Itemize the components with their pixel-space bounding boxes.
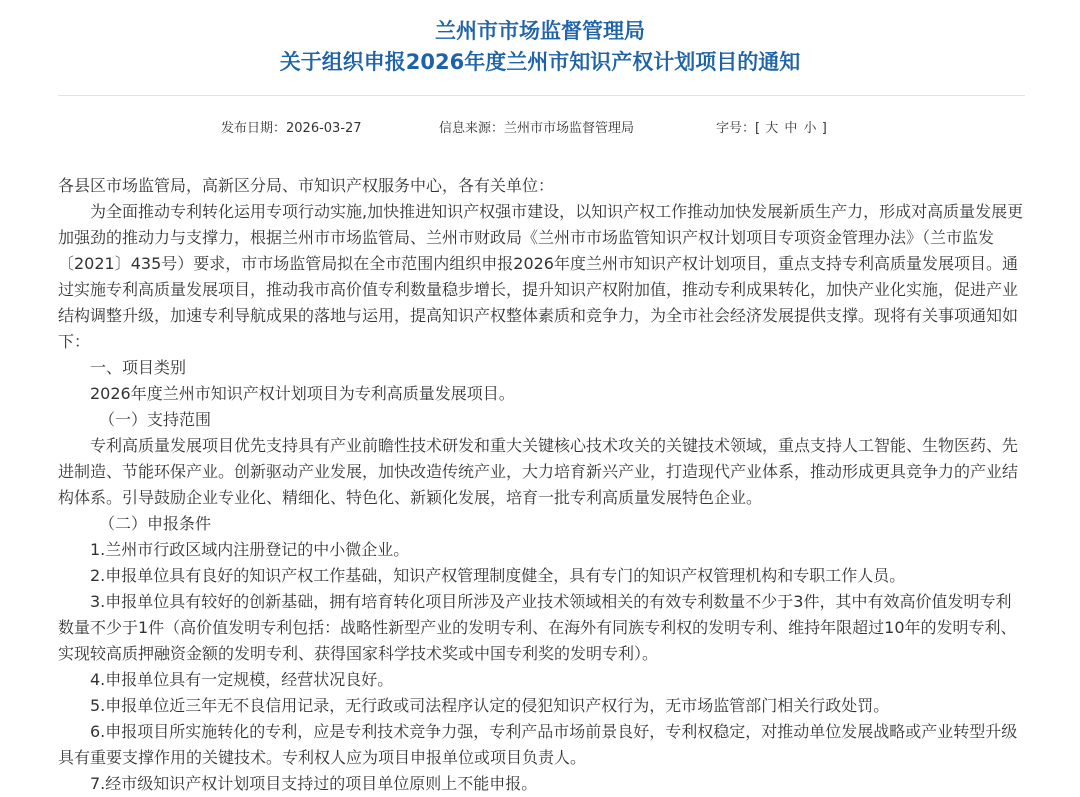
salutation: 各县区市场监管局，高新区分局、市知识产权服务中心，各有关单位： xyxy=(58,176,555,195)
notice-title: 关于组织申报2026年度兰州市知识产权计划项目的通知 xyxy=(279,50,801,74)
agency-title: 兰州市市场监督管理局 xyxy=(435,19,645,43)
publish-date-label: 发布日期： xyxy=(221,121,287,136)
font-size-control xyxy=(716,120,827,138)
condition-item: 7.经市级知识产权计划项目支持过的项目单位原则上不能申报。 xyxy=(90,774,538,793)
article-body xyxy=(58,173,1026,797)
condition-item: 4.申报单位具有一定规模，经营状况良好。 xyxy=(90,670,394,689)
font-size-large-link[interactable]: 大 xyxy=(765,121,779,136)
publish-date-value: 2026-03-27 xyxy=(286,121,362,136)
subsection-1-text: 专利高质量发展项目优先支持具有产业前瞻性技术研发和重大关键核心技术攻关的关键技术领域，重点支持人工智能、生物医药、先进制造、节能环保产业。创新驱动产业发展，加快改造传统产业，大力培育新兴产业，打造现代产业体系，推动形成更具竞争力的产业结构体系。引导鼓励企业专业化、精细化、特色化、新颖化发展，培育一批专利高质量发展特色企业。 xyxy=(58,436,1019,507)
condition-item: 5.申报单位近三年无不良信用记录，无行政或司法程序认定的侵犯知识产权行为，无市场监管部门相关行政处罚。 xyxy=(90,696,890,715)
section-heading-1: 一、项目类别 xyxy=(90,358,187,377)
subsection-heading-1: （一）支持范围 xyxy=(99,410,212,429)
info-source-label: 信息来源： xyxy=(439,121,505,136)
title-divider xyxy=(58,95,1025,96)
info-source-value: 兰州市市场监督管理局 xyxy=(504,121,635,136)
publish-date xyxy=(221,120,362,138)
condition-item: 2.申报单位具有良好的知识产权工作基础，知识产权管理制度健全，具有专门的知识产权管理机构和专职工作人员。 xyxy=(90,566,906,585)
font-size-small-link[interactable]: 小 xyxy=(803,121,817,136)
font-size-label: 字号： xyxy=(716,121,756,136)
condition-item: 1.兰州市行政区域内注册登记的中小微企业。 xyxy=(90,540,410,559)
font-size-bracket-open: [ xyxy=(755,121,765,136)
condition-item: 6.申报项目所实施转化的专利，应是专利技术竞争力强，专利产品市场前景良好，专利权稳定，对推动单位发展战略或产业转型升级具有重要支撑作用的关键技术。专利权人应为项目申报单位或项目负责人。 xyxy=(58,722,1018,767)
info-source xyxy=(439,120,634,138)
condition-item: 3.申报单位具有较好的创新基础，拥有培育转化项目所涉及产业技术领域相关的有效专利数量不少于3件，其中有效高价值发明专利数量不少于1件（高价值发明专利包括：战略性新型产业的发明专利、在海外有同族专利权的发明专利、维持年限超过10年的发明专利、实现较高质押融资金额的发明专利、获得国家科学技术奖或中国专利奖的发明专利）。 xyxy=(58,592,1017,663)
subsection-heading-2: （二）申报条件 xyxy=(99,514,212,533)
font-size-medium-link[interactable]: 中 xyxy=(784,121,798,136)
intro-paragraph: 为全面推动专利转化运用专项行动实施,加快推进知识产权强市建设，以知识产权工作推动加快发展新质生产力，形成对高质量发展更加强劲的推动力与支撑力，根据兰州市市场监管局、兰州市财政局《兰州市市场监管知识产权计划项目专项资金管理办法》（兰市监发〔2021〕435号）要求，市市场监管局拟在全市范围内组织申报2026年度兰州市知识产权计划项目，重点支持专利高质量发展项目。通过实施专利高质量发展项目，推动我市高价值专利数量稳步增长，提升知识产权附加值，推动专利成果转化，加快产业化实施，促进产业结构调整升级，加速专利导航成果的落地与运用，提高知识产权整体素质和竞争力，为全市社会经济发展提供支撑。现将有关事项通知如下： xyxy=(58,202,1024,351)
font-size-bracket-close: ] xyxy=(817,121,827,136)
section-1-text: 2026年度兰州市知识产权计划项目为专利高质量发展项目。 xyxy=(90,384,515,403)
